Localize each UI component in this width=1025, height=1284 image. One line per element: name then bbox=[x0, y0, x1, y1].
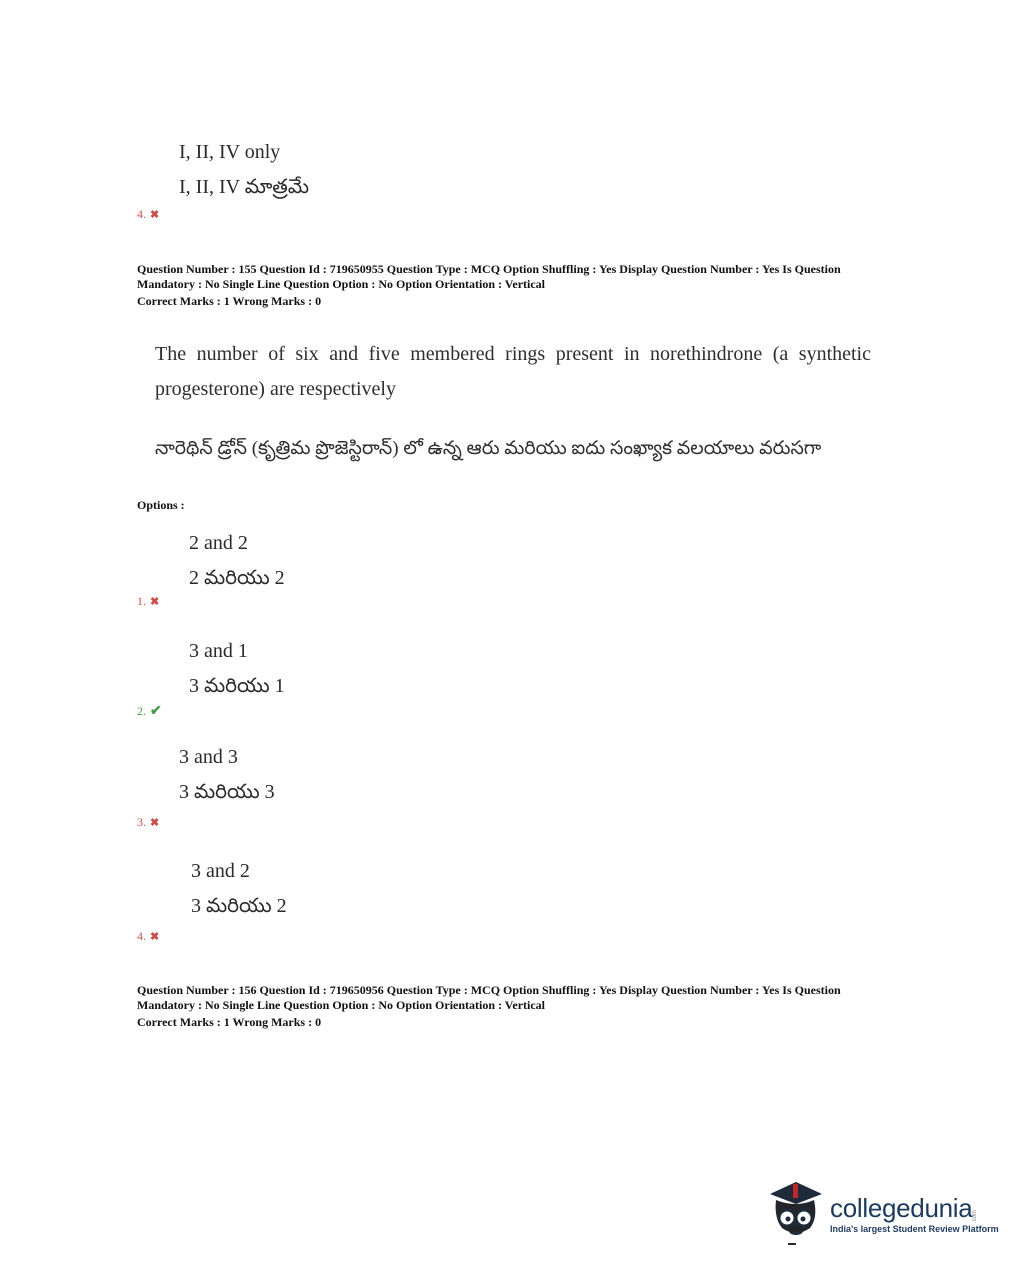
option-3-en: 3 and 3 bbox=[179, 746, 238, 768]
option-1-marker bbox=[137, 594, 159, 609]
cross-icon: ✖ bbox=[150, 209, 160, 221]
q155-marks: Correct Marks : 1 Wrong Marks : 0 bbox=[137, 294, 322, 308]
collegedunia-logo bbox=[766, 1178, 999, 1248]
option-3-te: 3 మరియు 3 bbox=[179, 781, 275, 803]
logo-name: collegedunia bbox=[830, 1192, 973, 1223]
q155-text-te: నారెథిన్ డ్రోన్ (కృత్రిమ ప్రొజెస్టిరాన్) లో ఉన్న ఆరు మరియు ఐదు సంఖ్యాక వలయాలు వరుసగా bbox=[155, 438, 822, 459]
option-2-marker bbox=[137, 703, 162, 720]
cross-icon: ✖ bbox=[150, 931, 160, 943]
option-2-te: 3 మరియు 1 bbox=[189, 675, 285, 697]
prev-option-4-marker bbox=[137, 207, 159, 222]
q156-meta bbox=[137, 983, 897, 1030]
option-number: 4. bbox=[137, 929, 146, 943]
mascot-icon bbox=[766, 1178, 824, 1248]
q156-marks: Correct Marks : 1 Wrong Marks : 0 bbox=[137, 1015, 322, 1029]
q155-text-en: The number of six and five membered rings present in norethindrone (a synthetic progesterone) are respectively bbox=[155, 343, 871, 400]
logo-tagline: India's largest Student Review Platform bbox=[830, 1223, 999, 1234]
cross-icon: ✖ bbox=[150, 596, 160, 608]
cross-icon: ✖ bbox=[150, 817, 160, 829]
check-icon: ✔ bbox=[150, 704, 162, 719]
q155-meta-line1: Question Number : 155 Question Id : 719650955 Question Type : MCQ Option Shuffling : Yes Display Question Number : Yes Is Question bbox=[137, 262, 841, 276]
option-number: 4. bbox=[137, 207, 146, 221]
q155-meta-line2: Mandatory : No Single Line Question Option : No Option Orientation : Vertical bbox=[137, 277, 546, 291]
q156-meta-line1: Question Number : 156 Question Id : 719650956 Question Type : MCQ Option Shuffling : Yes Display Question Number : Yes Is Question bbox=[137, 983, 841, 997]
option-3-marker bbox=[137, 815, 159, 830]
option-4-en: 3 and 2 bbox=[191, 860, 250, 882]
logo-text bbox=[830, 1193, 999, 1234]
option-number: 2. bbox=[137, 704, 146, 718]
option-2-en: 3 and 1 bbox=[189, 640, 248, 662]
logo-suffix: .com bbox=[972, 1210, 979, 1224]
option-1-te: 2 మరియు 2 bbox=[189, 567, 285, 589]
prev-option-4-en: I, II, IV only bbox=[179, 141, 281, 163]
q156-meta-line2: Mandatory : No Single Line Question Option : No Option Orientation : Vertical bbox=[137, 998, 546, 1012]
q155-meta bbox=[137, 262, 897, 309]
options-label: Options : bbox=[137, 498, 185, 512]
prev-option-4-te: I, II, IV మాత్రమే bbox=[179, 176, 310, 198]
option-number: 3. bbox=[137, 815, 146, 829]
option-4-te: 3 మరియు 2 bbox=[191, 895, 287, 917]
option-4-marker bbox=[137, 929, 159, 944]
option-number: 1. bbox=[137, 594, 146, 608]
option-1-en: 2 and 2 bbox=[189, 532, 248, 554]
